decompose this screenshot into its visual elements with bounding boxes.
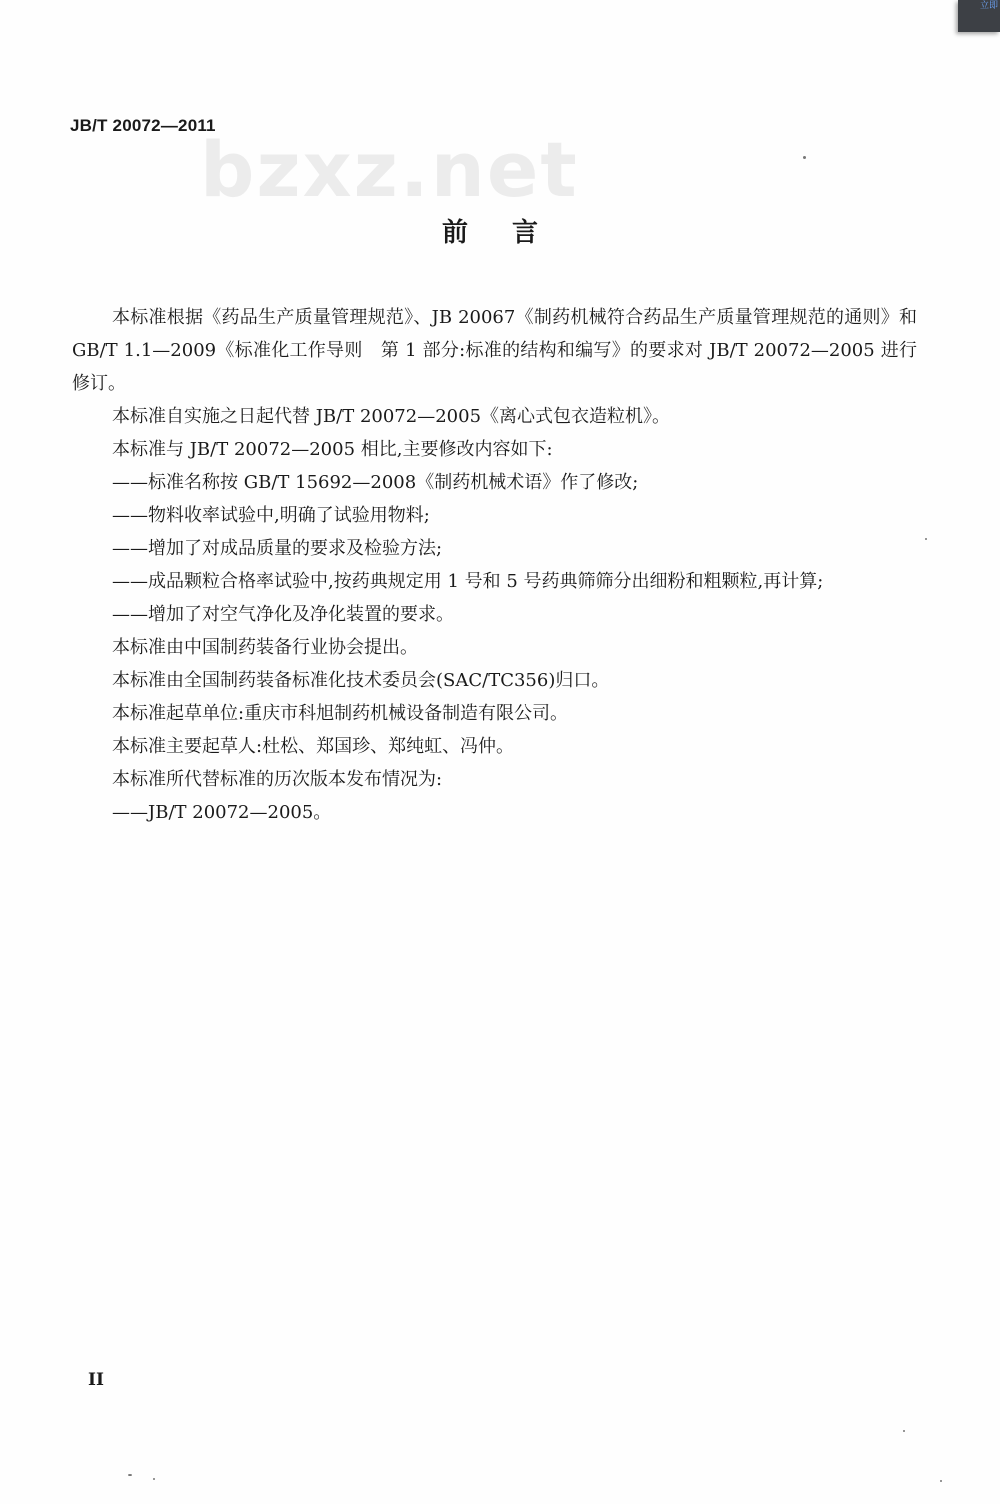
paragraph-drafting-unit: 本标准起草单位:重庆市科旭制药机械设备制造有限公司。 [112, 703, 569, 724]
paragraph-change-item: ——增加了对成品质量的要求及检验方法; [112, 538, 443, 559]
paragraph-drafters: 本标准主要起草人:杜松、郑国珍、郑纯虹、冯仲。 [112, 736, 515, 757]
foreword-body [72, 301, 917, 829]
scan-speck [153, 1478, 155, 1480]
watermark: bzxz.net [200, 125, 579, 214]
standard-code: JB/T 20072—2011 [70, 116, 216, 135]
scan-speck [903, 1430, 905, 1432]
paragraph-change-item: ——标准名称按 GB/T 15692—2008《制药机械术语》作了修改; [112, 472, 639, 493]
paragraph-replaces: 本标准自实施之日起代替 JB/T 20072—2005《离心式包衣造粒机》。 [112, 406, 671, 427]
scan-speck [128, 1474, 132, 1476]
paragraph-change-item: ——成品颗粒合格率试验中,按药典规定用 1 号和 5 号药典筛筛分出细粉和粗颗粒,再计算; [112, 571, 824, 592]
paragraph-basis: 本标准根据《药品生产质量管理规范》、JB 20067《制药机械符合药品生产质量管理规范的通则》和 GB/T 1.1—2009《标准化工作导则 第 1 部分:标准的结构和编写》的要求对 JB/T 20072—2005 进行修订。 [72, 307, 917, 394]
corner-tab-label[interactable]: 立即 [979, 1, 998, 11]
scan-speck [925, 538, 927, 540]
scan-speck [803, 156, 806, 159]
corner-tab[interactable] [958, 0, 1000, 32]
page-title: 前言 [441, 218, 582, 248]
scan-speck [940, 1480, 942, 1482]
paragraph-history-item: ——JB/T 20072—2005。 [112, 802, 332, 823]
paragraph-committee: 本标准由全国制药装备标准化技术委员会(SAC/TC356)归口。 [112, 670, 610, 691]
paragraph-change-item: ——物料收率试验中,明确了试验用物料; [112, 505, 430, 526]
paragraph-history-intro: 本标准所代替标准的历次版本发布情况为: [112, 769, 443, 790]
paragraph-change-item: ——增加了对空气净化及净化装置的要求。 [112, 604, 454, 625]
paragraph-changes-intro: 本标准与 JB/T 20072—2005 相比,主要修改内容如下: [112, 439, 553, 460]
paragraph-proposer: 本标准由中国制药装备行业协会提出。 [112, 637, 418, 658]
page-number: II [88, 1370, 104, 1390]
